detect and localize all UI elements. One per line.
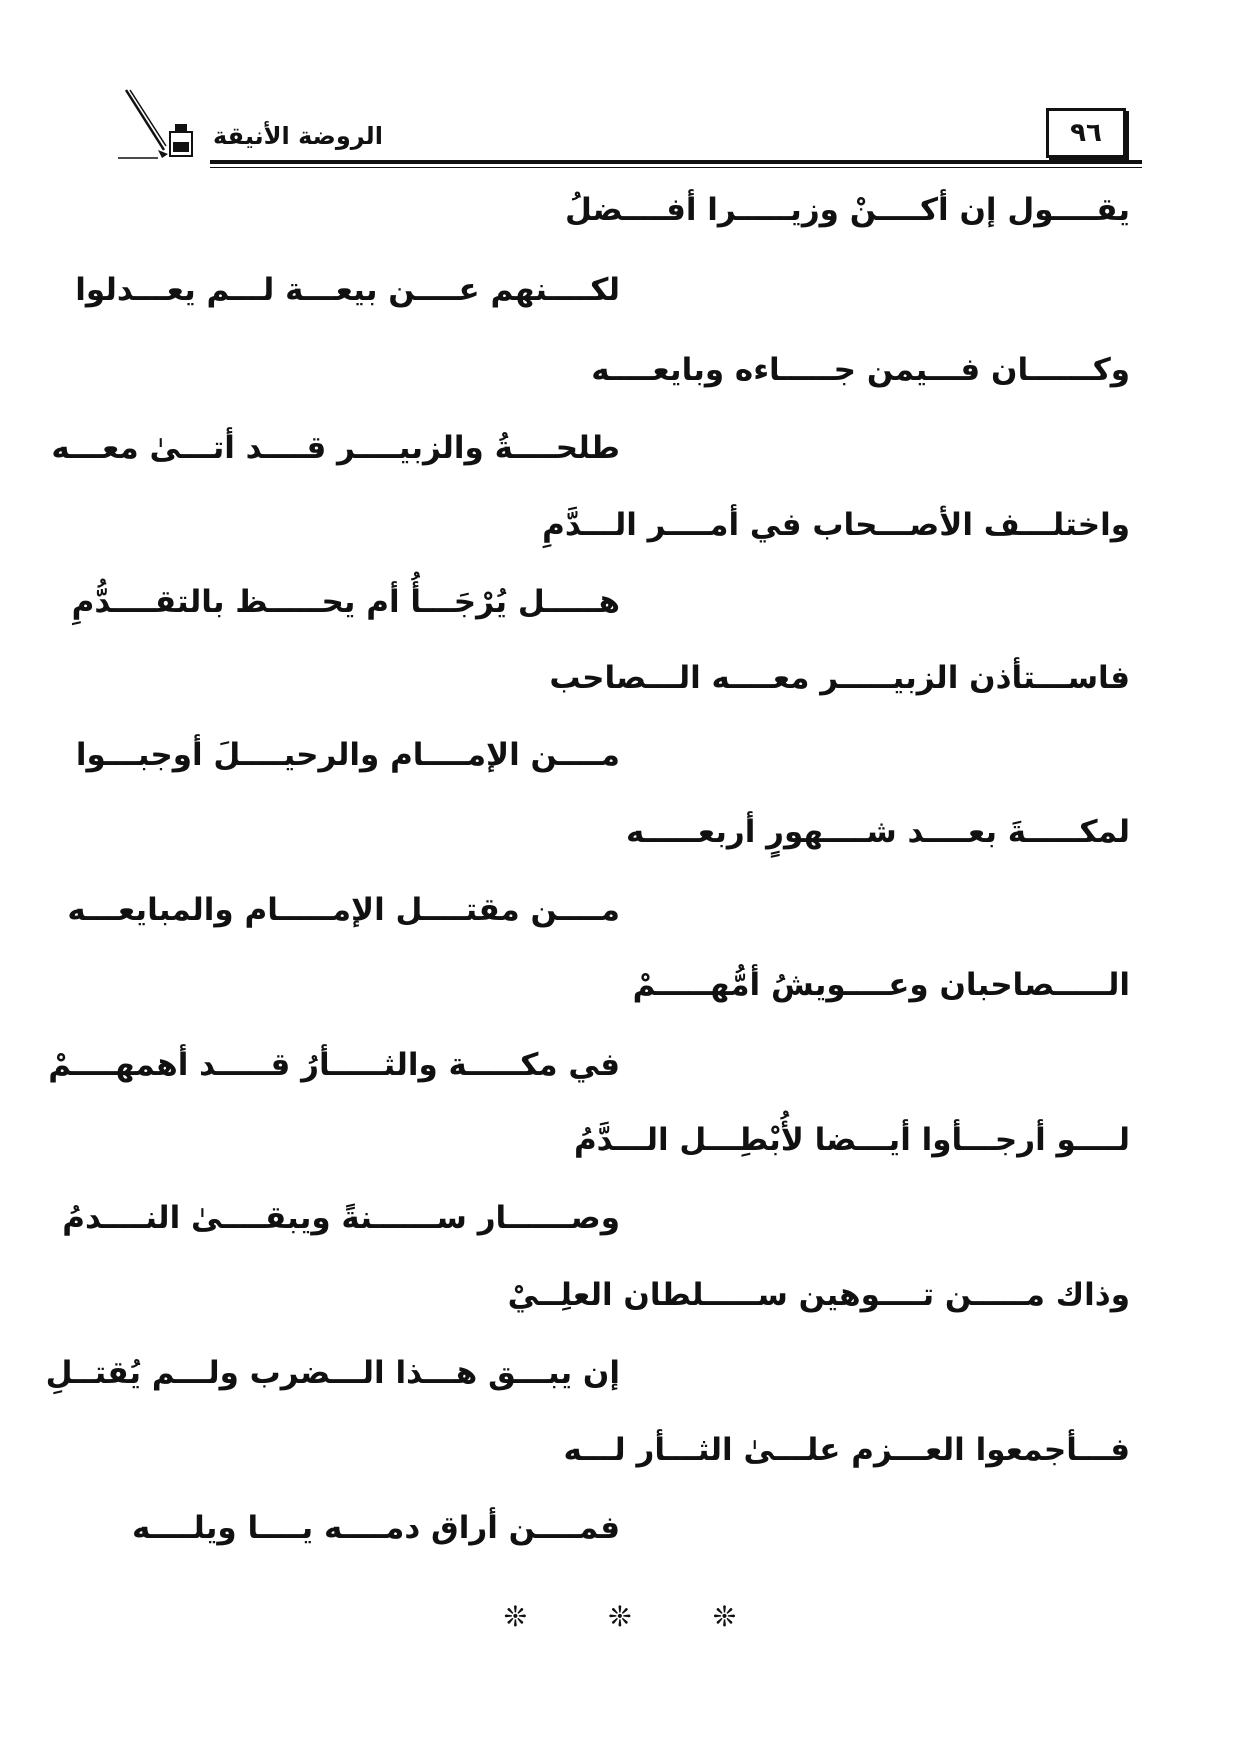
verse-line: فـــأجمعوا العـــزم علـــىٰ الثـــأر لـــه: [563, 1432, 1130, 1468]
verse-line: وذاك مـــــن تــــوهين ســـــلطان العلِــيْ: [507, 1277, 1130, 1313]
verse-line: إن يبـــق هـــذا الـــضرب ولـــم يُقتــلِ: [45, 1355, 620, 1391]
asterism-icon: ❊: [608, 1600, 632, 1633]
verse-line: الـــــصاحبان وعــــويشُ أمُّهـــــمْ: [632, 967, 1130, 1003]
verse-line: وكــــــان فـــيمن جـــــاءه وبايعــــه: [591, 352, 1130, 388]
verse-line: في مكـــــة والثـــــأرُ قـــــد أهمهــــمْ: [48, 1047, 620, 1083]
verse-line: هـــــل يُرْجَـــأُ أم يحـــــظ بالتقــــدُّمِ: [71, 584, 620, 620]
verse-line: لمكـــــةَ بعــــد شــــهورٍ أربعـــــه: [625, 814, 1130, 850]
verse-line: فاســـتأذن الزبيـــــر معــــه الـــصاحب: [549, 660, 1130, 696]
page-number: ٩٦: [1046, 108, 1126, 158]
verse-line: لكــــنهم عــــن بيعـــة لـــم يعـــدلوا: [75, 272, 620, 308]
verse-line: واختلـــف الأصـــحاب في أمــــر الـــدَّمِ: [542, 507, 1130, 543]
verse-line: لــــو أرجـــأوا أيـــضا لأُبْطِـــل الـــدَّمُ: [573, 1122, 1130, 1158]
section-ornament: [0, 1600, 1240, 1633]
asterism-icon: ❊: [712, 1600, 737, 1633]
asterism-icon: ❊: [503, 1600, 528, 1633]
verse-line: طلحــــةُ والزبيــــر قــــد أتـــىٰ معـــه: [51, 430, 620, 466]
verse-line: مــــن الإمــــام والرحيــــلَ أوجبـــوا: [75, 737, 620, 773]
verse-line: مــــن مقتــــل الإمـــــام والمبايعـــه: [67, 892, 620, 928]
verse-line: وصــــــار ســــــنةً ويبقــــىٰ النــــدمُ: [62, 1200, 620, 1236]
verse-line: يقــــول إن أكــــنْ وزيـــــرا أفــــضلُ: [564, 192, 1130, 228]
verse-line: فمــــن أراق دمــــه يــــا ويلــــه: [131, 1510, 620, 1546]
running-title: الروضة الأنيقة: [213, 122, 383, 150]
